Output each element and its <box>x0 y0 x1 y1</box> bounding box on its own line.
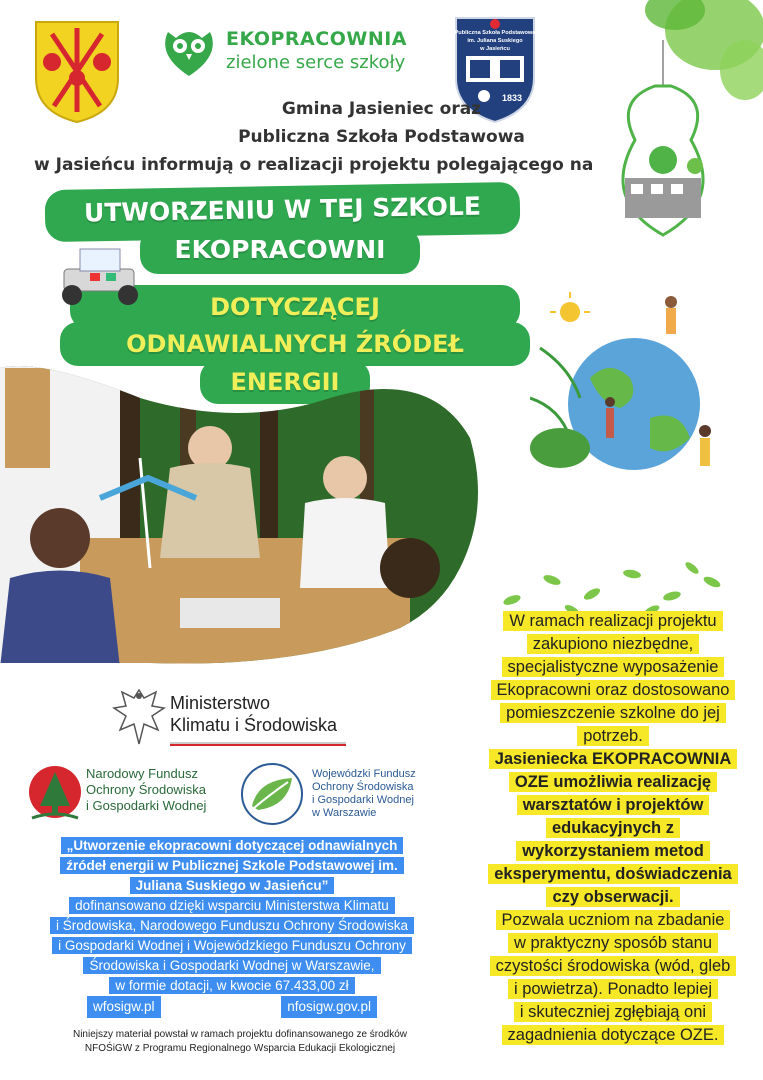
footer-line-1: Niniejszy materiał powstał w ramach projektu dofinansowanego ze środków <box>72 1029 408 1040</box>
wfosigw-logo <box>238 760 438 828</box>
intro-line-3: w Jasieńcu informują o realizacji projektu polegającego na <box>34 155 594 175</box>
wfos-line-1: Wojewódzki Fundusz <box>312 768 416 780</box>
description-paragraph-2 <box>468 748 758 909</box>
desc-p2-line: edukacyjnych z <box>552 819 674 837</box>
funding-info <box>8 836 456 1018</box>
classroom-photo <box>0 358 480 668</box>
nfos-line-3: i Gospodarki Wodnej <box>86 798 207 813</box>
wfos-line-3: i Gospodarki Wodnej <box>312 794 414 806</box>
desc-p2-line: OZE umożliwia realizację <box>514 773 712 791</box>
title-line-5: ENERGII <box>200 360 370 404</box>
desc-p1-line: potrzeb. <box>577 726 649 746</box>
desc-p2-line: warsztatów i projektów <box>522 796 704 814</box>
funding-body-line: dofinansowano dzięki wsparciu Ministerstwa Klimatu <box>69 897 395 914</box>
description-paragraph-1 <box>468 610 758 748</box>
flag-bar <box>170 742 346 746</box>
emblem-line-3: w Jasieńcu <box>480 46 510 52</box>
desc-p1-line: zakupiono niezbędne, <box>527 634 700 654</box>
desc-p1-line: pomieszczenie szkolne do jej <box>500 703 726 723</box>
funding-body-line: i Gospodarki Wodnej i Wojewódzkiego Funduszu Ochrony <box>52 937 412 954</box>
ministry-line-1: Ministerstwo <box>170 693 271 713</box>
ekopracownia-logo <box>160 24 420 80</box>
ministry-name <box>170 692 337 736</box>
intro-line-1: Gmina Jasieniec oraz <box>281 99 482 119</box>
desc-p1-line: specjalistyczne wyposażenie <box>502 657 725 677</box>
title-line-3: DOTYCZĄCEJ <box>70 285 520 329</box>
description-paragraph-3 <box>468 909 758 1047</box>
wfosigw-leaf-icon <box>238 760 308 828</box>
footer-line-2: NFOŚiGW z Programu Regionalnego Wsparcia Edukacji Ekologicznej <box>84 1043 396 1054</box>
owl-heart-icon <box>160 24 218 78</box>
desc-p1-line: Ekopracowni oraz dostosowano <box>491 680 736 700</box>
nfosigw-name <box>86 766 206 814</box>
funding-body <box>8 896 456 1018</box>
ekopracownia-subtitle: zielone serce szkoły <box>226 52 406 73</box>
people-caring-globe-illustration <box>530 288 730 488</box>
desc-p3-line: w praktyczny sposób stanu <box>508 933 718 953</box>
funding-body-line: w formie dotacji, w kwocie 67.433,00 zł <box>109 977 354 994</box>
funding-body-line: Środowiska i Gospodarki Wodnej w Warszawie, <box>83 957 380 974</box>
ministry-line-2: Klimatu i Środowiska <box>170 715 338 735</box>
wfosigw-link[interactable]: wfosigw.pl <box>87 996 161 1018</box>
wfos-line-2: Ochrony Środowiska <box>312 781 414 793</box>
desc-p3-line: Pozwala uczniom na zbadanie <box>496 910 731 930</box>
desc-p2-line: czy obserwacji. <box>552 888 674 906</box>
intro-text <box>0 95 763 179</box>
nfos-line-2: Ochrony Środowiska <box>86 782 206 797</box>
nfos-line-1: Narodowy Fundusz <box>86 766 198 781</box>
ekopracownia-title: EKOPRACOWNIA <box>226 28 407 50</box>
ministry-climate-logo <box>112 686 352 752</box>
wfosigw-name <box>312 768 416 820</box>
nfosigw-link[interactable]: nfosigw.gov.pl <box>281 996 377 1018</box>
nfosigw-logo <box>26 762 236 826</box>
title-line-4: ODNAWIALNYCH ŹRÓDEŁ <box>60 322 530 366</box>
footer-note <box>20 1028 460 1056</box>
nfosigw-emblem-icon <box>26 762 84 826</box>
desc-p3-line: i skuteczniej zgłębiają oni <box>514 1002 712 1022</box>
desc-p2-line: Jasieniecka EKOPRACOWNIA <box>494 750 732 768</box>
desc-p3-line: czystości środowiska (wód, gleb <box>490 956 737 976</box>
emblem-year: 1833 <box>501 93 523 103</box>
desc-p2-line: eksperymentu, doświadczenia <box>494 865 732 883</box>
desc-p1-line: W ramach realizacji projektu <box>503 611 722 631</box>
funding-body-line: i Środowiska, Narodowego Funduszu Ochrony Środowiska <box>50 917 414 934</box>
solar-car-kit-image <box>50 235 160 315</box>
title-line-1: UTWORZENIU W TEJ SZKOLE <box>45 182 521 242</box>
funding-title-line: źródeł energii w Publicznej Szkole Podstawowej im. <box>66 858 398 873</box>
project-description <box>468 610 758 1047</box>
desc-p3-line: zagadnienia dotyczące OZE. <box>502 1025 725 1045</box>
emblem-line-2: im. Juliana Suskiego <box>467 38 523 44</box>
funding-title-line: „Utworzenie ekopracowni dotyczącej odnawialnych <box>66 838 398 853</box>
wfos-line-4: w Warszawie <box>312 807 377 819</box>
white-eagle-icon <box>112 686 166 748</box>
intro-line-2: Publiczna Szkoła Podstawowa <box>238 127 525 147</box>
title-line-2: EKOPRACOWNI <box>140 228 420 274</box>
desc-p3-line: i powietrza). Ponadto lepiej <box>508 979 718 999</box>
emblem-line-1: Publiczna Szkoła Podstawowa <box>454 30 536 36</box>
funding-title <box>8 836 456 896</box>
funding-title-line: Juliana Suskiego w Jasieńcu” <box>135 878 329 893</box>
desc-p2-line: wykorzystaniem metod <box>522 842 704 860</box>
